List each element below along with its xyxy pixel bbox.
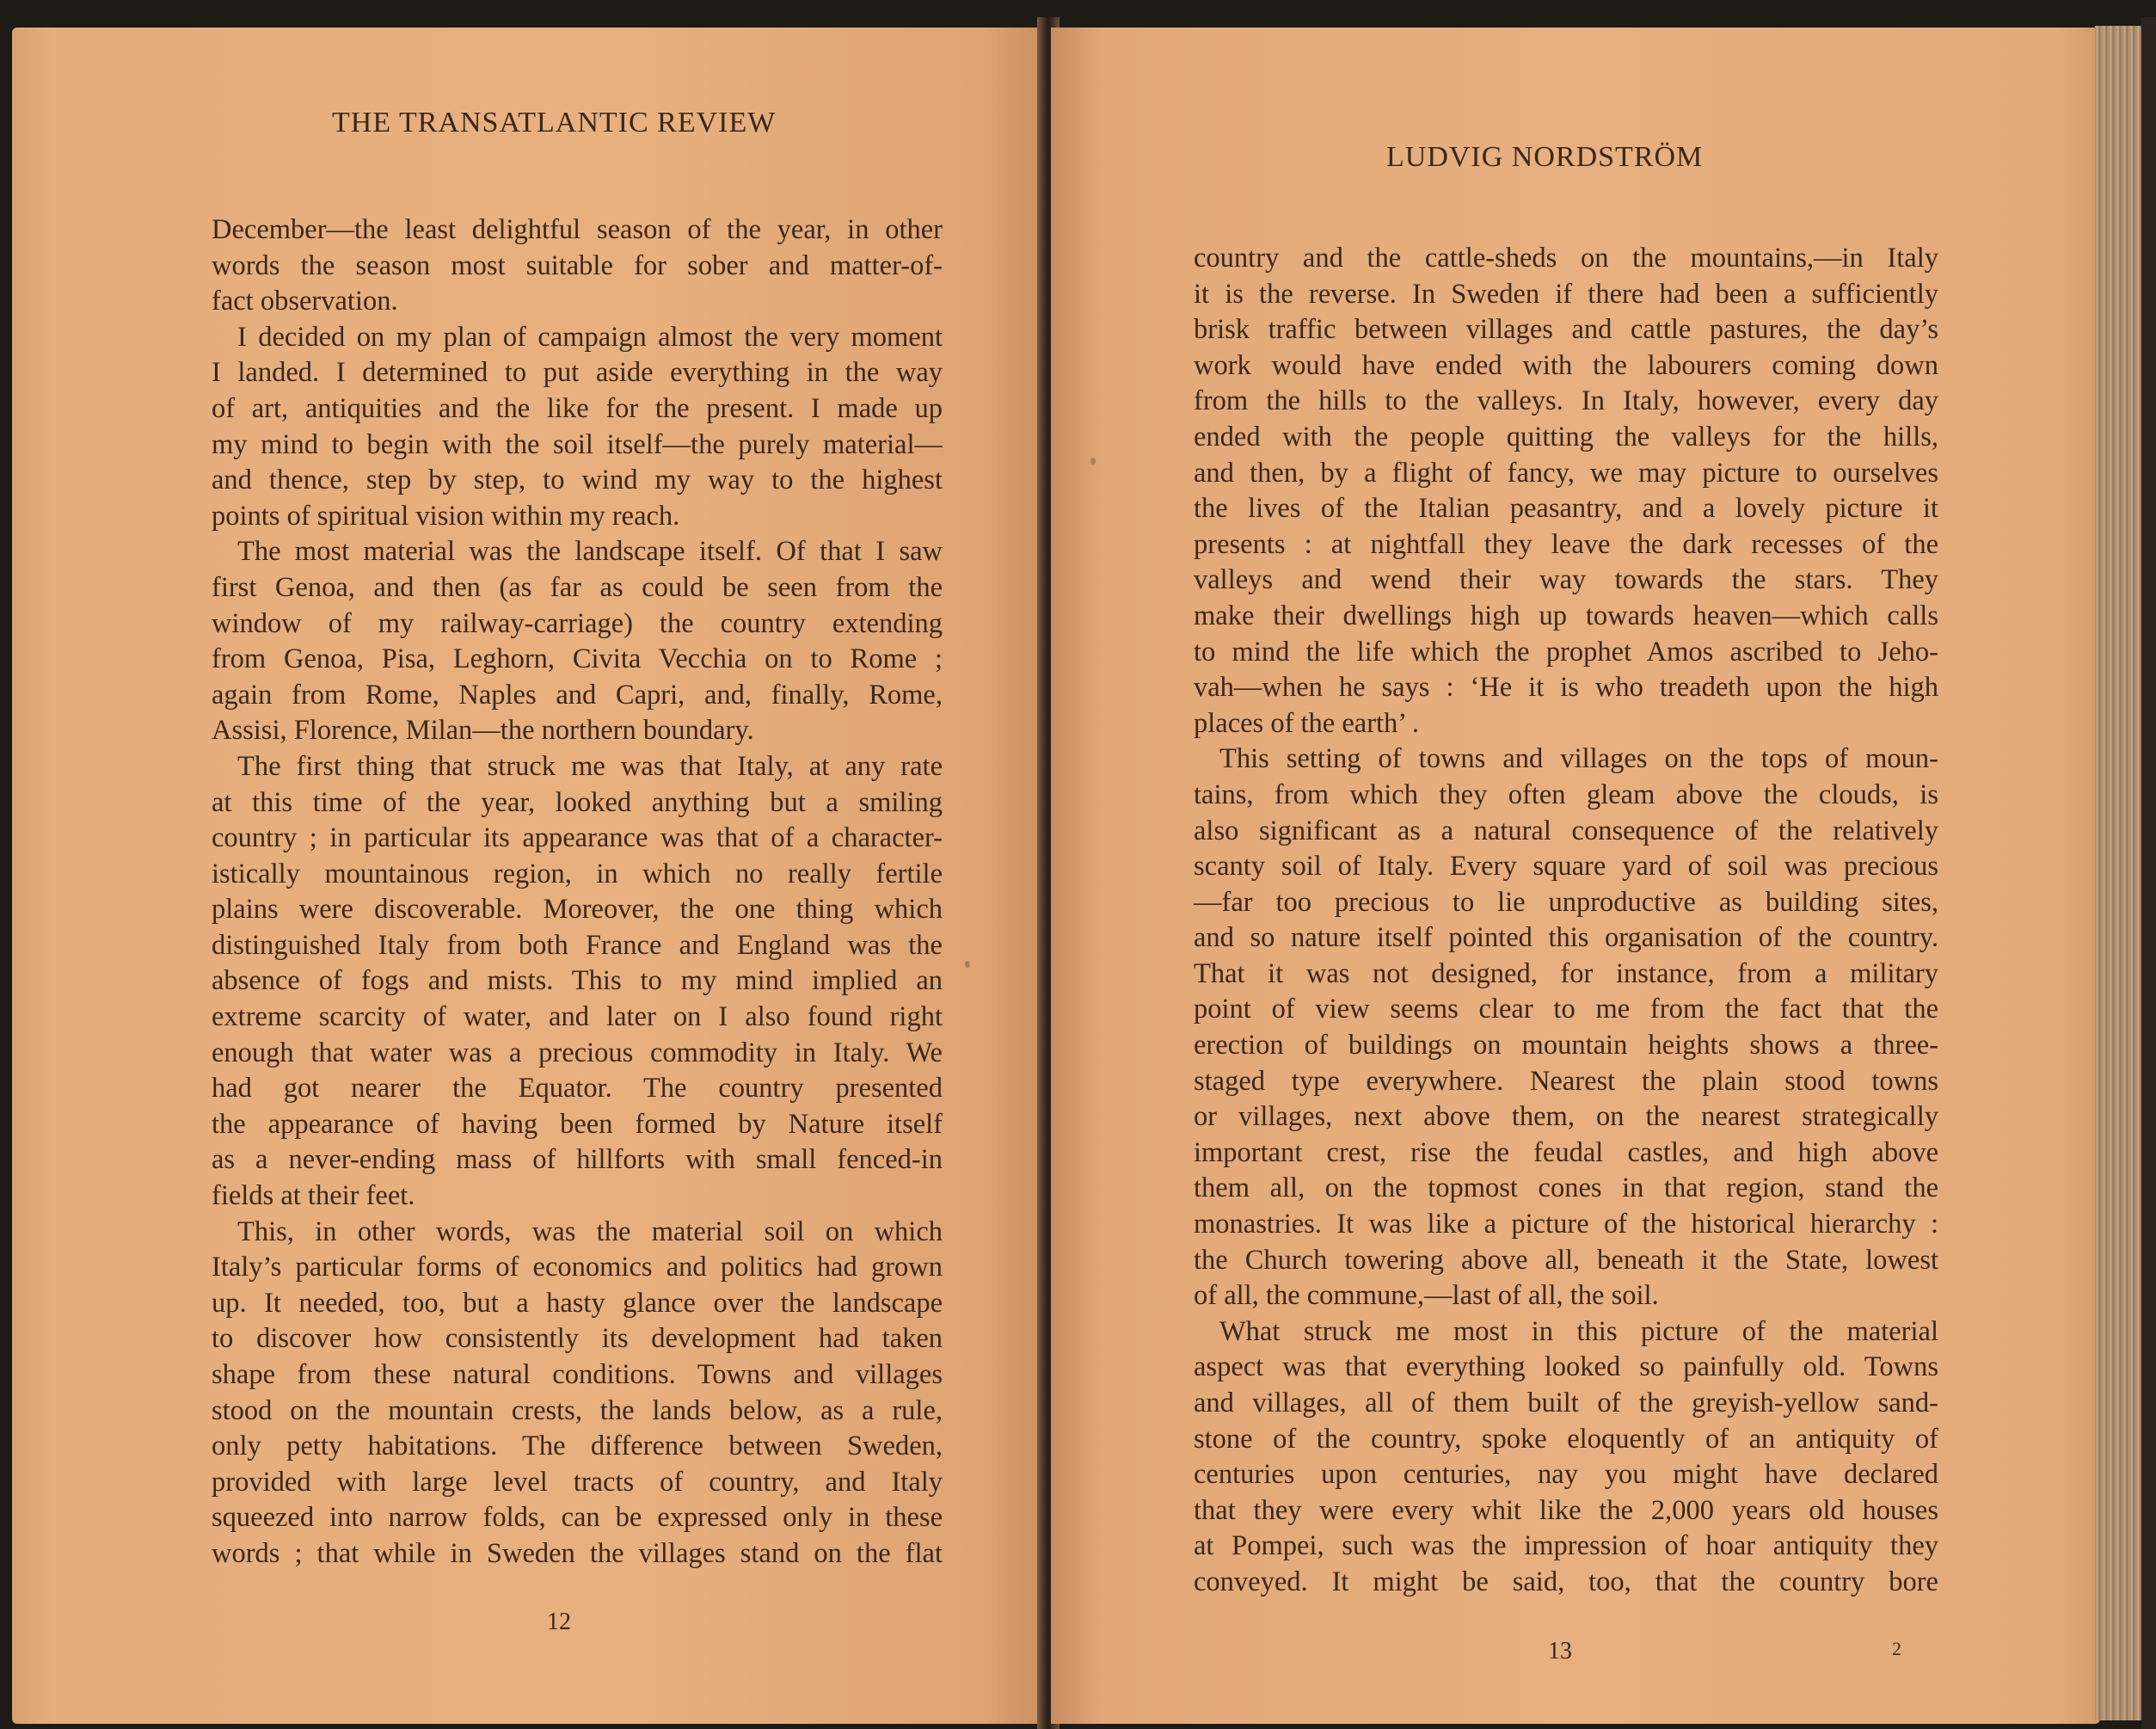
text-line: them all, on the topmost cones in that region, stand the xyxy=(1194,1172,1938,1204)
text-line: important crest, rise the feudal castles, and high above xyxy=(1194,1136,1938,1168)
text-line: country and the cattle-sheds on the mountains,—in Italy xyxy=(1194,243,1938,274)
text-line: provided with large level tracts of country, and Italy xyxy=(212,1466,943,1498)
text-line: This setting of towns and villages on the tops of moun- xyxy=(1219,743,1938,775)
text-line: words the season most suitable for sober and matter-of- xyxy=(212,249,943,281)
book-cover-edge xyxy=(2141,17,2156,1729)
text-line: monastries. It was like a picture of the historical hierarchy : xyxy=(1194,1209,1938,1240)
text-line: brisk traffic between villages and cattle pastures, the day’s xyxy=(1194,314,1938,346)
text-line: extreme scarcity of water, and later on I also found right xyxy=(212,1001,943,1033)
text-line: fields at their feet. xyxy=(212,1180,415,1212)
text-line: What struck me most in this picture of the material xyxy=(1219,1315,1938,1347)
text-line: words ; that while in Sweden the villages stand on the flat xyxy=(212,1537,943,1569)
signature-mark: 2 xyxy=(1892,1638,1901,1659)
text-line: the Church towering above all, beneath it the State, lowest xyxy=(1194,1244,1938,1276)
text-line: Assisi, Florence, Milan—the northern boundary. xyxy=(212,715,754,747)
text-line: shape from these natural conditions. Towns and villages xyxy=(212,1359,943,1390)
text-line: that they were every whit like the 2,000 years old houses xyxy=(1194,1494,1938,1526)
text-line: distinguished Italy from both France and England was the xyxy=(212,929,943,961)
left-running-head: THE TRANSATLANTIC REVIEW xyxy=(332,107,777,138)
text-line: only petty habitations. The difference between Sweden, xyxy=(212,1431,943,1462)
left-body-text xyxy=(212,212,943,1572)
text-line: presents : at nightfall they leave the dark recesses of the xyxy=(1194,528,1938,560)
text-line: vah—when he says : ‘He it is who treadeth upon the high xyxy=(1194,672,1938,704)
paper-speck xyxy=(965,961,970,968)
text-line: from Genoa, Pisa, Leghorn, Civita Vecchia on to Rome ; xyxy=(212,643,943,675)
text-line: plains were discoverable. Moreover, the one thing which xyxy=(212,894,943,926)
text-line: enough that water was a precious commodity in Italy. We xyxy=(212,1037,943,1068)
right-body-text xyxy=(1194,241,1938,1601)
text-line: of art, antiquities and the like for the present. I made up xyxy=(212,392,943,424)
text-line: The first thing that struck me was that Italy, at any rate xyxy=(237,750,943,782)
text-line: squeezed into narrow folds, can be expressed only in these xyxy=(212,1502,943,1534)
text-line: ended with the people quitting the valleys for the hills, xyxy=(1194,421,1938,452)
text-line: my mind to begin with the soil itself—the purely material— xyxy=(212,428,943,460)
text-line: also significant as a natural consequence of the relatively xyxy=(1194,815,1938,846)
left-page-number: 12 xyxy=(547,1609,571,1635)
left-page xyxy=(12,28,1044,1724)
right-running-head: LUDVIG NORDSTRÖM xyxy=(1386,141,1704,173)
text-line: from the hills to the valleys. In Italy, however, every day xyxy=(1194,385,1938,417)
text-line: December—the least delightful season of the year, in other xyxy=(212,214,943,245)
text-line: This, in other words, was the material soil on which xyxy=(237,1215,943,1247)
text-line: centuries upon centuries, nay you might have declared xyxy=(1194,1459,1938,1491)
text-line: at this time of the year, looked anything but a smiling xyxy=(212,786,943,818)
text-line: the appearance of having been formed by Nature itself xyxy=(212,1108,943,1140)
text-line: again from Rome, Naples and Capri, and, finally, Rome, xyxy=(212,679,943,711)
text-line: the lives of the Italian peasantry, and a lovely picture it xyxy=(1194,493,1938,525)
text-line: fact observation. xyxy=(212,286,398,317)
page-edges xyxy=(2095,26,2147,1720)
text-line: to mind the life which the prophet Amos ascribed to Jeho- xyxy=(1194,636,1938,668)
text-line: work would have ended with the labourers coming down xyxy=(1194,349,1938,381)
text-line: of all, the commune,—last of all, the soil. xyxy=(1194,1280,1659,1312)
text-line: istically mountainous region, in which no really fertile xyxy=(212,858,943,889)
text-line: it is the reverse. In Sweden if there had been a sufficiently xyxy=(1194,278,1938,310)
text-line: point of view seems clear to me from the fact that the xyxy=(1194,994,1938,1025)
text-line: to discover how consistently its development had taken xyxy=(212,1323,943,1355)
text-line: scanty soil of Italy. Every square yard of soil was precious xyxy=(1194,851,1938,883)
text-line: aspect was that everything looked so painfully old. Towns xyxy=(1194,1351,1938,1383)
text-line: stone of the country, spoke eloquently of an antiquity of xyxy=(1194,1423,1938,1455)
text-line: or villages, next above them, on the nearest strategically xyxy=(1194,1101,1938,1133)
text-line: make their dwellings high up towards heaven—which calls xyxy=(1194,600,1938,631)
text-line: staged type everywhere. Nearest the plain stood towns xyxy=(1194,1065,1938,1097)
text-line: up. It needed, too, but a hasty glance over the landscape xyxy=(212,1287,943,1319)
text-line: and so nature itself pointed this organisation of the country. xyxy=(1194,922,1938,954)
text-line: I decided on my plan of campaign almost the very moment xyxy=(237,321,943,353)
text-line: absence of fogs and mists. This to my mind implied an xyxy=(212,965,943,997)
text-line: The most material was the landscape itself. Of that I saw xyxy=(237,536,943,568)
text-line: first Genoa, and then (as far as could be seen from the xyxy=(212,571,943,603)
text-line: as a never-ending mass of hillforts with small fenced-in xyxy=(212,1144,943,1176)
text-line: and thence, step by step, to wind my way to the highest xyxy=(212,465,943,496)
text-line: That it was not designed, for instance, from a military xyxy=(1194,957,1938,989)
text-line: country ; in particular its appearance was that of a character- xyxy=(212,822,943,854)
text-line: stood on the mountain crests, the lands below, as a rule, xyxy=(212,1394,943,1426)
text-line: points of spiritual vision within my reach. xyxy=(212,500,680,532)
text-line: tains, from which they often gleam above the clouds, is xyxy=(1194,778,1938,810)
text-line: and then, by a flight of fancy, we may picture to ourselves xyxy=(1194,457,1938,489)
text-line: at Pompei, such was the impression of hoar antiquity they xyxy=(1194,1530,1938,1562)
paper-speck xyxy=(1090,458,1096,465)
text-line: window of my railway-carriage) the country extending xyxy=(212,607,943,639)
text-line: conveyed. It might be said, too, that the country bore xyxy=(1194,1566,1938,1597)
text-line: valleys and wend their way towards the stars. They xyxy=(1194,564,1938,596)
right-page-number: 13 xyxy=(1548,1638,1572,1664)
text-line: and villages, all of them built of the greyish-yellow sand- xyxy=(1194,1388,1938,1418)
text-line: Italy’s particular forms of economics and politics had grown xyxy=(212,1252,943,1283)
right-page xyxy=(1051,28,2100,1724)
text-line: erection of buildings on mountain heights shows a three- xyxy=(1194,1030,1938,1061)
text-line: places of the earth’ . xyxy=(1194,707,1419,739)
text-line: had got nearer the Equator. The country presented xyxy=(212,1073,943,1104)
text-line: I landed. I determined to put aside everything in the way xyxy=(212,357,943,389)
text-line: —far too precious to lie unproductive as building sites, xyxy=(1194,886,1938,918)
